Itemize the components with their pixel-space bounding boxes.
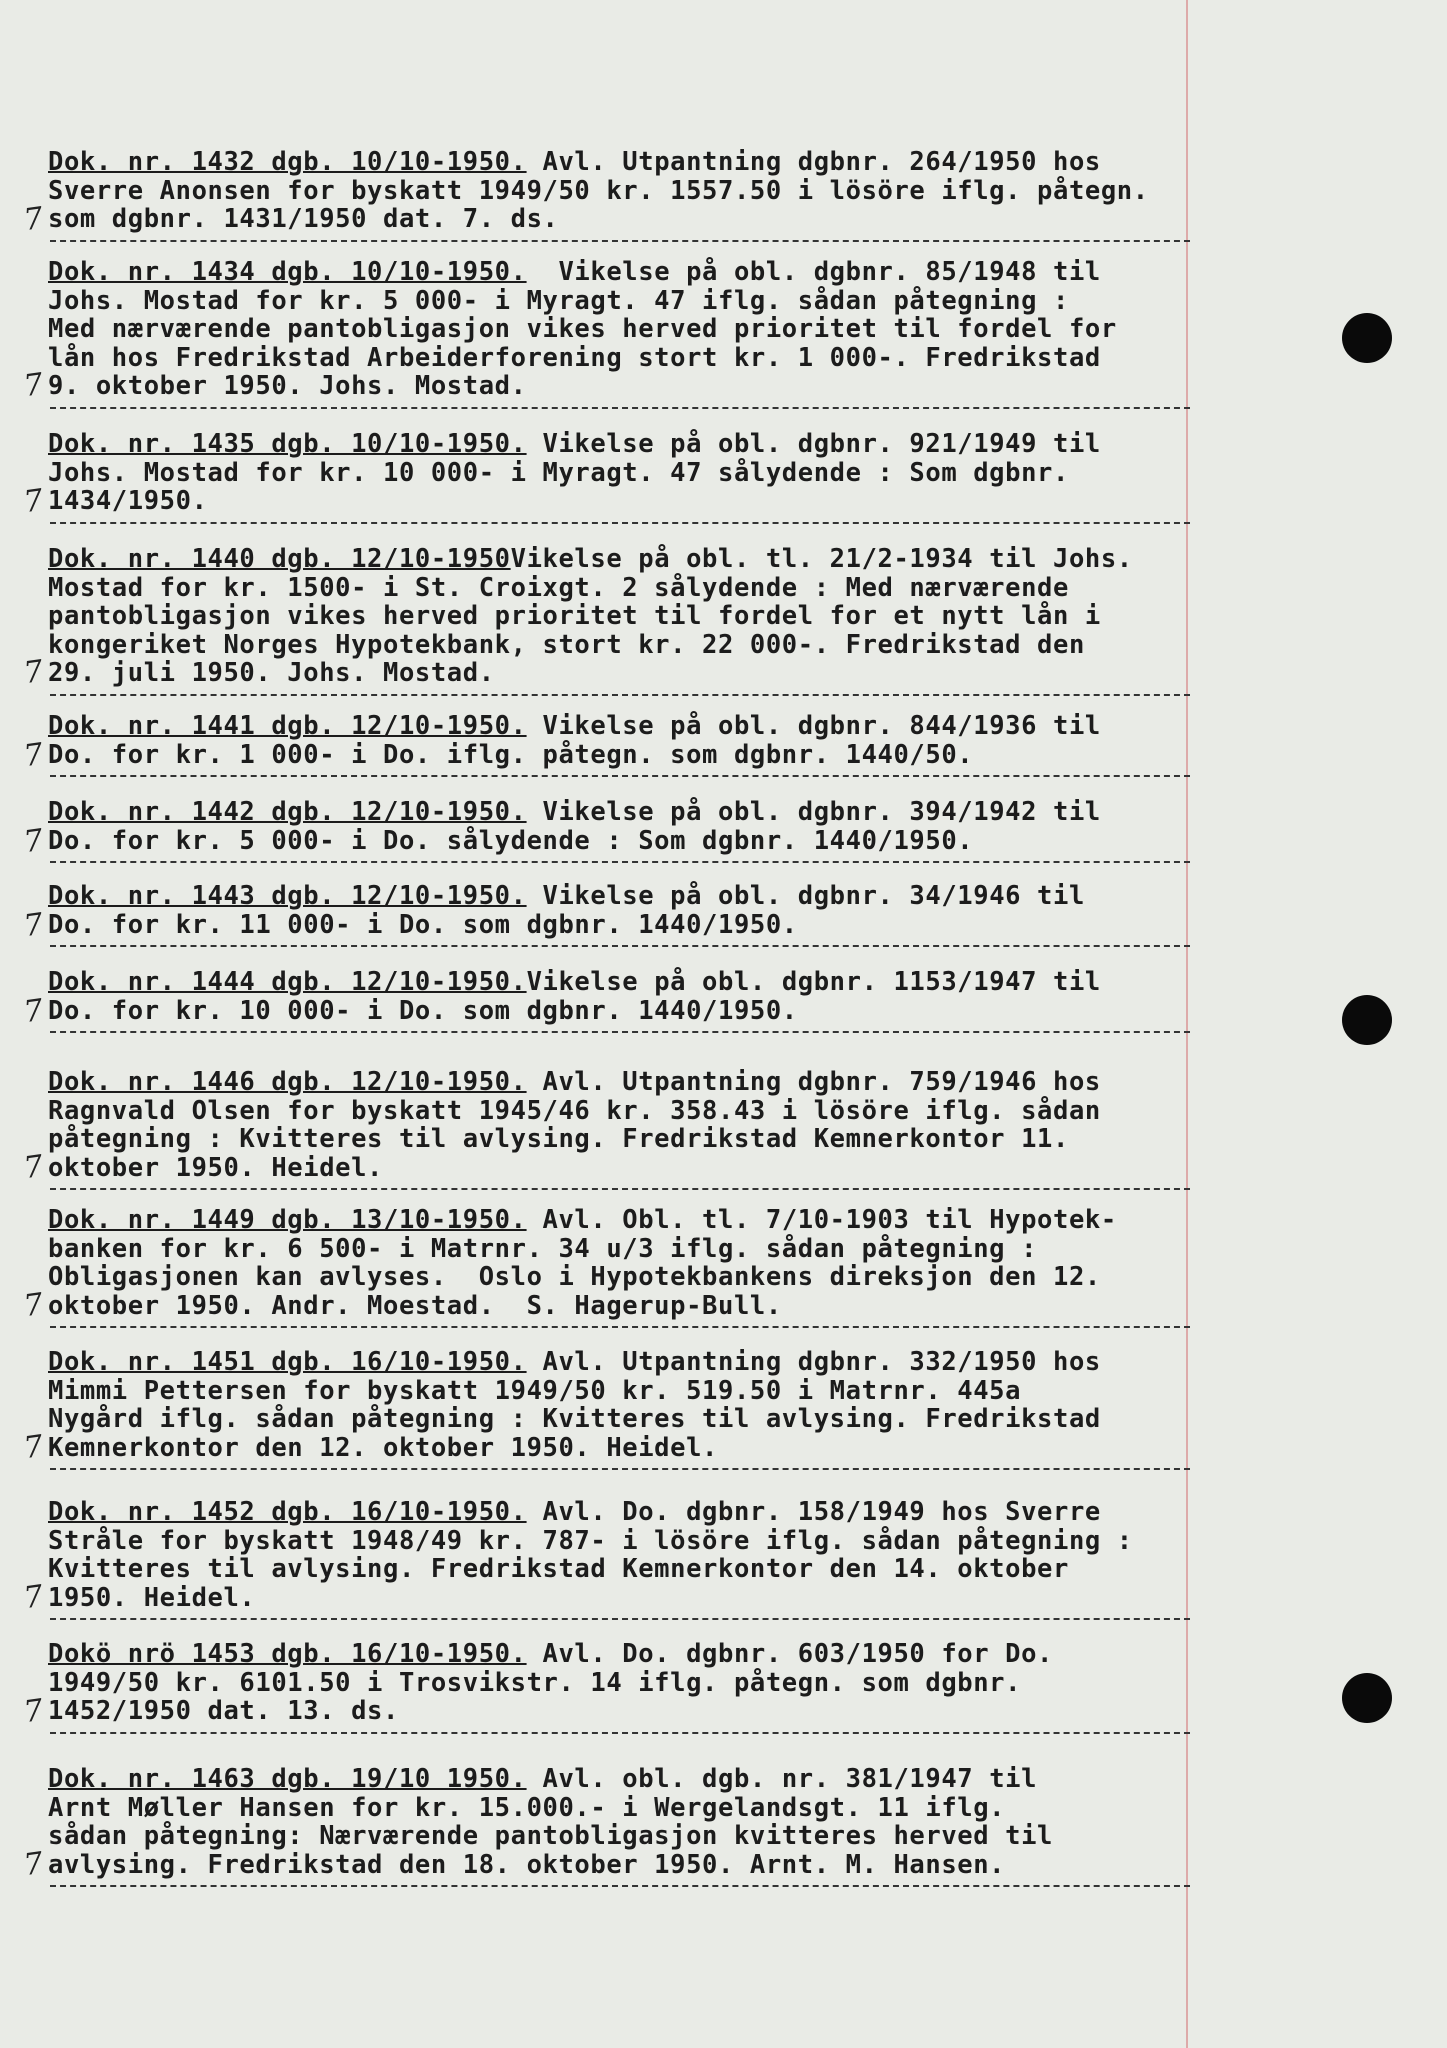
ledger-entry bbox=[48, 712, 1198, 769]
entry-text-line: Johs. Mostad for kr. 5 000- i Myragt. 47 iflg. sådan påtegning : bbox=[48, 285, 1069, 316]
entry-text-line: som dgbnr. 1431/1950 dat. 7. ds. bbox=[48, 204, 559, 234]
entry-text: Avl. Obl. tl. 7/10-1903 til Hypotek- bbox=[526, 1205, 1117, 1235]
entry-first-line bbox=[48, 1765, 1198, 1794]
margin-mark: 7 bbox=[21, 200, 46, 239]
ledger-entry bbox=[48, 258, 1198, 401]
entry-text: Vikelse på obl. dgbnr. 34/1946 til bbox=[526, 881, 1085, 911]
entry-text-line: Mimmi Pettersen for byskatt 1949/50 kr. 519.50 i Matrnr. 445a bbox=[48, 1375, 1022, 1406]
entry-text: Avl. Do. dgbnr. 158/1949 hos Sverre bbox=[526, 1497, 1101, 1527]
entry-reference: Dok. nr. 1434 dgb. 10/10-1950. bbox=[48, 257, 527, 287]
entry-separator bbox=[50, 407, 1190, 409]
entry-first-line bbox=[48, 258, 1198, 287]
entry-text-line: påtegning : Kvitteres til avlysing. Fredrikstad Kemnerkontor 11. bbox=[48, 1124, 1069, 1154]
entry-reference: Dok. nr. 1446 dgb. 12/10-1950. bbox=[48, 1067, 527, 1097]
entry-text-line: Obligasjonen kan avlyses. Oslo i Hypotekbankens direksjon den 12. bbox=[48, 1262, 1101, 1292]
entry-first-line bbox=[48, 882, 1198, 911]
entry-text: Avl. Utpantning dgbnr. 332/1950 hos bbox=[526, 1347, 1101, 1377]
entry-text-line: Mostad for kr. 1500- i St. Croixgt. 2 sålydende : Med nærværende bbox=[48, 572, 1069, 603]
entry-text-line: avlysing. Fredrikstad den 18. oktober 1950. Arnt. M. Hansen. bbox=[48, 1849, 1006, 1880]
margin-mark: 7 bbox=[21, 1148, 46, 1187]
ledger-entry bbox=[48, 1765, 1198, 1879]
entry-separator bbox=[50, 775, 1190, 777]
margin-mark: 7 bbox=[21, 1428, 46, 1467]
entry-text-line: Sverre Anonsen for byskatt 1949/50 kr. 1557.50 i lösöre iflg. påtegn. bbox=[48, 175, 1149, 206]
entry-separator bbox=[50, 945, 1190, 947]
entry-text-line: 1434/1950. bbox=[48, 486, 208, 516]
entry-text-line: Do. for kr. 11 000- i Do. som dgbnr. 1440/1950. bbox=[48, 909, 798, 940]
entry-first-line bbox=[48, 712, 1198, 741]
entry-text: Avl. obl. dgb. nr. 381/1947 til bbox=[526, 1764, 1038, 1794]
entry-text: Vikelse på obl. dgbnr. 1153/1947 til bbox=[526, 967, 1101, 997]
ledger-entry bbox=[48, 545, 1198, 688]
entry-text-line: Johs. Mostad for kr. 10 000- i Myragt. 47 sålydende : Som dgbnr. bbox=[48, 457, 1069, 488]
ledger-entry bbox=[48, 1498, 1198, 1612]
ledger-entry bbox=[48, 430, 1198, 516]
entry-first-line bbox=[48, 1498, 1198, 1527]
punch-hole bbox=[1342, 313, 1392, 363]
entry-text: Vikelse på obl. dgbnr. 394/1942 til bbox=[526, 797, 1101, 827]
entry-reference: Dok. nr. 1452 dgb. 16/10-1950. bbox=[48, 1497, 527, 1527]
entry-first-line bbox=[48, 1640, 1198, 1669]
entry-first-line bbox=[48, 430, 1198, 459]
entry-text-line: Nygård iflg. sådan påtegning : Kvitteres til avlysing. Fredrikstad bbox=[48, 1404, 1101, 1434]
margin-mark: 7 bbox=[21, 736, 46, 775]
margin-mark: 7 bbox=[21, 482, 46, 521]
entry-text: Vikelse på obl. tl. 21/2-1934 til Johs. bbox=[510, 544, 1133, 574]
entry-reference: Dok. nr. 1440 dgb. 12/10-1950 bbox=[48, 544, 511, 574]
margin-mark: 7 bbox=[21, 1692, 46, 1731]
entry-first-line bbox=[48, 1348, 1198, 1377]
entry-text-line: Do. for kr. 10 000- i Do. som dgbnr. 1440/1950. bbox=[48, 995, 798, 1026]
margin-mark: 7 bbox=[21, 906, 46, 945]
entry-reference: Dok. nr. 1451 dgb. 16/10-1950. bbox=[48, 1347, 527, 1377]
entry-text: Vikelse på obl. dgbnr. 921/1949 til bbox=[526, 429, 1101, 459]
entry-text: Avl. Do. dgbnr. 603/1950 for Do. bbox=[526, 1639, 1054, 1669]
entry-text-line: oktober 1950. Andr. Moestad. S. Hagerup-Bull. bbox=[48, 1290, 782, 1321]
entry-separator bbox=[50, 1326, 1190, 1328]
entry-reference: Dok. nr. 1443 dgb. 12/10-1950. bbox=[48, 881, 527, 911]
margin-mark: 7 bbox=[21, 822, 46, 861]
entry-text-line: lån hos Fredrikstad Arbeiderforening stort kr. 1 000-. Fredrikstad bbox=[48, 342, 1101, 373]
entry-text-line: oktober 1950. Heidel. bbox=[48, 1152, 383, 1183]
entry-separator bbox=[50, 1188, 1190, 1190]
entry-text-line: pantobligasjon vikes herved prioritet til fordel for et nytt lån i bbox=[48, 601, 1101, 631]
ledger-entry bbox=[48, 968, 1198, 1025]
entry-separator bbox=[50, 1031, 1190, 1033]
margin-mark: 7 bbox=[21, 1845, 46, 1884]
entry-first-line bbox=[48, 1068, 1198, 1097]
entry-separator bbox=[50, 522, 1190, 524]
entry-text: Vikelse på obl. dgbnr. 844/1936 til bbox=[526, 711, 1101, 741]
entry-text-line: Stråle for byskatt 1948/49 kr. 787- i lösöre iflg. sådan påtegning : bbox=[48, 1525, 1133, 1556]
entry-text-line: 9. oktober 1950. Johs. Mostad. bbox=[48, 371, 527, 401]
entry-first-line bbox=[48, 1206, 1198, 1235]
entry-separator bbox=[50, 1885, 1190, 1887]
ledger-entry bbox=[48, 148, 1198, 234]
entry-text-line: sådan påtegning: Nærværende pantobligasjon kvitteres herved til bbox=[48, 1821, 1053, 1851]
margin-mark: 7 bbox=[21, 992, 46, 1031]
entry-first-line bbox=[48, 148, 1198, 177]
entry-text-line: 1950. Heidel. bbox=[48, 1582, 256, 1613]
ledger-entry bbox=[48, 1640, 1198, 1726]
entry-text-line: Ragnvald Olsen for byskatt 1945/46 kr. 358.43 i lösöre iflg. sådan bbox=[48, 1095, 1101, 1126]
entry-separator bbox=[50, 240, 1190, 242]
entry-first-line bbox=[48, 545, 1198, 574]
entry-reference: Dok. nr. 1449 dgb. 13/10-1950. bbox=[48, 1205, 527, 1235]
ledger-entry bbox=[48, 1348, 1198, 1462]
entry-reference: Dokö nrö 1453 dgb. 16/10-1950. bbox=[48, 1639, 527, 1669]
entry-reference: Dok. nr. 1432 dgb. 10/10-1950. bbox=[48, 147, 527, 177]
entry-text-line: Med nærværende pantobligasjon vikes herved prioritet til fordel for bbox=[48, 314, 1117, 344]
entry-separator bbox=[50, 861, 1190, 863]
entry-text-line: Kemnerkontor den 12. oktober 1950. Heidel. bbox=[48, 1432, 718, 1463]
entry-text-line: Do. for kr. 5 000- i Do. sålydende : Som dgbnr. 1440/1950. bbox=[48, 825, 974, 856]
entry-first-line bbox=[48, 968, 1198, 997]
entry-text: Avl. Utpantning dgbnr. 759/1946 hos bbox=[526, 1067, 1101, 1097]
entry-text-line: banken for kr. 6 500- i Matrnr. 34 u/3 iflg. sådan påtegning : bbox=[48, 1233, 1038, 1264]
entry-text-line: 1452/1950 dat. 13. ds. bbox=[48, 1696, 399, 1726]
entry-text: Avl. Utpantning dgbnr. 264/1950 hos bbox=[526, 147, 1101, 177]
punch-hole bbox=[1342, 995, 1392, 1045]
entry-text-line: 29. juli 1950. Johs. Mostad. bbox=[48, 658, 495, 688]
entry-text-line: Arnt Møller Hansen for kr. 15.000.- i Wergelandsgt. 11 iflg. bbox=[48, 1792, 1006, 1823]
entry-reference: Dok. nr. 1435 dgb. 10/10-1950. bbox=[48, 429, 527, 459]
entry-text-line: 1949/50 kr. 6101.50 i Trosvikstr. 14 iflg. påtegn. som dgbnr. bbox=[48, 1667, 1022, 1698]
entry-text-line: Do. for kr. 1 000- i Do. iflg. påtegn. som dgbnr. 1440/50. bbox=[48, 739, 974, 770]
entry-text-line: kongeriket Norges Hypotekbank, stort kr. 22 000-. Fredrikstad den bbox=[48, 629, 1085, 660]
entry-reference: Dok. nr. 1444 dgb. 12/10-1950. bbox=[48, 967, 527, 997]
entry-text-line: Kvitteres til avlysing. Fredrikstad Kemnerkontor den 14. oktober bbox=[48, 1554, 1069, 1584]
ledger-entry bbox=[48, 882, 1198, 939]
entry-separator bbox=[50, 1732, 1190, 1734]
margin-mark: 7 bbox=[21, 1578, 46, 1617]
margin-mark: 7 bbox=[21, 1286, 46, 1325]
entry-separator bbox=[50, 1618, 1190, 1620]
margin-mark: 7 bbox=[21, 653, 46, 692]
ledger-entry bbox=[48, 798, 1198, 855]
margin-mark: 7 bbox=[21, 366, 46, 405]
entry-separator bbox=[50, 1468, 1190, 1470]
entry-first-line bbox=[48, 798, 1198, 827]
entry-text: Vikelse på obl. dgbnr. 85/1948 til bbox=[526, 257, 1101, 287]
ledger-entry bbox=[48, 1206, 1198, 1320]
entry-reference: Dok. nr. 1442 dgb. 12/10-1950. bbox=[48, 797, 527, 827]
punch-hole bbox=[1342, 1673, 1392, 1723]
entry-reference: Dok. nr. 1441 dgb. 12/10-1950. bbox=[48, 711, 527, 741]
entry-separator bbox=[50, 694, 1190, 696]
ledger-entry bbox=[48, 1068, 1198, 1182]
entry-reference: Dok. nr. 1463 dgb. 19/10 1950. bbox=[48, 1764, 527, 1794]
